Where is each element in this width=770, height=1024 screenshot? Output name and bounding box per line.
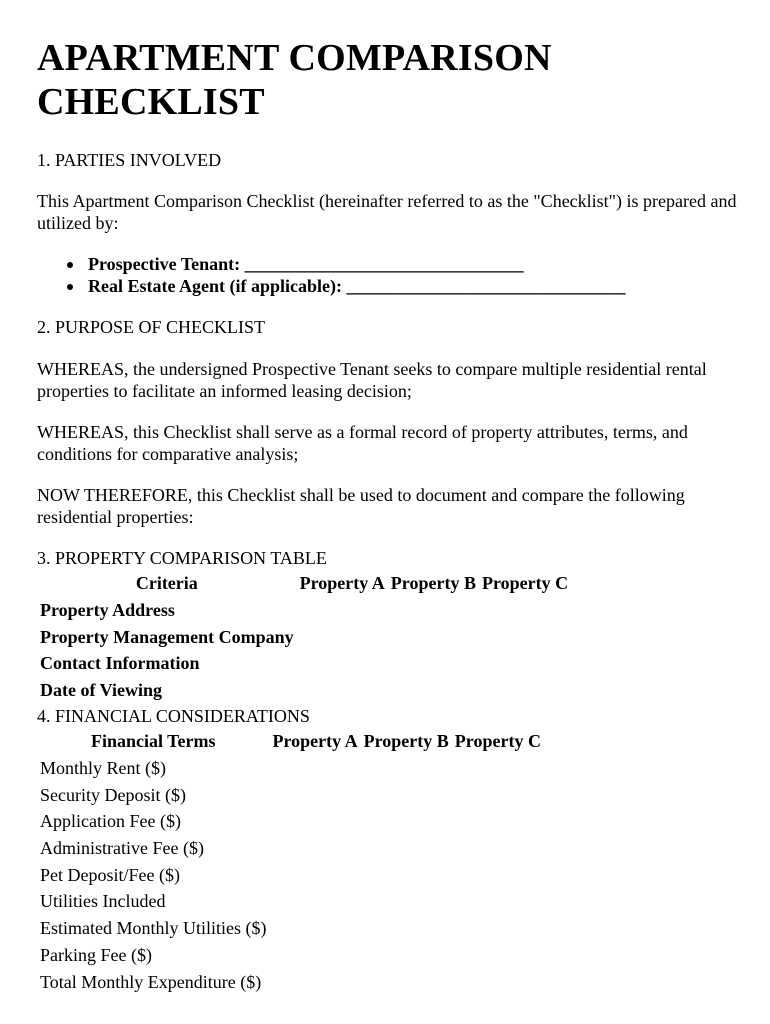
row-label: Property Management Company [40,626,294,647]
cell-property-b[interactable] [361,861,452,888]
row-label: Date of Viewing [40,680,162,701]
cell-property-b[interactable] [361,915,452,942]
table-row [37,677,571,704]
column-header-financial-terms: Financial Terms [90,731,216,752]
row-label: Pet Deposit/Fee ($) [40,864,180,885]
table-row [37,597,571,624]
row-label: Security Deposit ($) [40,784,186,805]
cell-property-c[interactable] [452,942,544,969]
party-prospective-tenant: Prospective Tenant: _______________________________ [88,253,625,275]
table-row [37,623,571,650]
row-label: Monthly Rent ($) [40,758,166,779]
cell-property-c[interactable] [452,835,544,862]
cell-property-b[interactable] [361,888,452,915]
cell-property-b[interactable] [388,597,479,624]
document-title: APARTMENT COMPARISON CHECKLIST [37,37,552,123]
financial-considerations-table [37,728,544,995]
cell-property-a[interactable] [269,968,360,995]
table-row [37,861,544,888]
column-header-property-a: Property A [272,731,358,752]
cell-property-a[interactable] [269,942,360,969]
cell-property-b[interactable] [388,623,479,650]
cell-property-c[interactable] [479,623,571,650]
cell-property-b[interactable] [388,677,479,704]
purpose-paragraph-1: WHEREAS, the undersigned Prospective Tenant seeks to compare multiple residential rental properties to facilitate an informed leasing decision; [37,359,707,401]
cell-property-b[interactable] [361,835,452,862]
cell-property-a[interactable] [269,808,360,835]
cell-property-c[interactable] [452,755,544,782]
cell-property-b[interactable] [361,781,452,808]
purpose-paragraph-2: WHEREAS, this Checklist shall serve as a formal record of property attributes, terms, and conditions for comparative analysis; [37,422,688,464]
parties-list [37,253,625,297]
section-heading-purpose: 2. PURPOSE OF CHECKLIST [37,317,266,337]
cell-property-b[interactable] [388,650,479,677]
cell-property-a[interactable] [297,597,388,624]
cell-property-a[interactable] [269,755,360,782]
purpose-paragraph-3: NOW THEREFORE, this Checklist shall be used to document and compare the following residential properties: [37,485,685,527]
row-label: Application Fee ($) [40,811,181,832]
property-comparison-table [37,570,571,703]
cell-property-c[interactable] [452,915,544,942]
table-row [37,781,544,808]
section-heading-financial: 4. FINANCIAL CONSIDERATIONS [37,706,310,726]
cell-property-c[interactable] [452,861,544,888]
section-heading-property-table: 3. PROPERTY COMPARISON TABLE [37,548,327,568]
cell-property-c[interactable] [452,781,544,808]
row-label: Property Address [40,600,175,621]
column-header-property-a: Property A [299,573,385,594]
table-row [37,835,544,862]
parties-intro-paragraph: This Apartment Comparison Checklist (hereinafter referred to as the "Checklist") is prepared and utilized by: [37,191,737,233]
cell-property-b[interactable] [361,808,452,835]
cell-property-a[interactable] [269,835,360,862]
row-label: Utilities Included [40,891,166,912]
cell-property-c[interactable] [452,968,544,995]
row-label: Contact Information [40,653,200,674]
cell-property-a[interactable] [297,677,388,704]
cell-property-a[interactable] [269,888,360,915]
column-header-criteria: Criteria [135,573,198,594]
table-row [37,942,544,969]
cell-property-a[interactable] [297,650,388,677]
row-label: Administrative Fee ($) [40,838,204,859]
cell-property-c[interactable] [479,597,571,624]
table-row [37,968,544,995]
cell-property-c[interactable] [452,808,544,835]
column-header-property-c: Property C [481,573,569,594]
cell-property-c[interactable] [479,650,571,677]
cell-property-a[interactable] [297,623,388,650]
row-label: Total Monthly Expenditure ($) [40,971,262,992]
row-label: Estimated Monthly Utilities ($) [40,918,267,939]
row-label: Parking Fee ($) [40,944,152,965]
party-real-estate-agent: Real Estate Agent (if applicable): _______________________________ [88,276,626,296]
cell-property-a[interactable] [269,915,360,942]
table-row [37,650,571,677]
cell-property-a[interactable] [269,781,360,808]
table-row [37,888,544,915]
cell-property-c[interactable] [479,677,571,704]
column-header-property-c: Property C [454,731,541,752]
column-header-property-b: Property B [390,573,476,594]
cell-property-c[interactable] [452,888,544,915]
cell-property-b[interactable] [361,755,452,782]
table-row [37,915,544,942]
table-header-row [37,728,544,755]
table-row [37,755,544,782]
section-heading-parties: 1. PARTIES INVOLVED [37,150,222,170]
cell-property-b[interactable] [361,968,452,995]
cell-property-a[interactable] [269,861,360,888]
table-row [37,808,544,835]
cell-property-b[interactable] [361,942,452,969]
table-header-row [37,570,571,597]
column-header-property-b: Property B [363,731,449,752]
